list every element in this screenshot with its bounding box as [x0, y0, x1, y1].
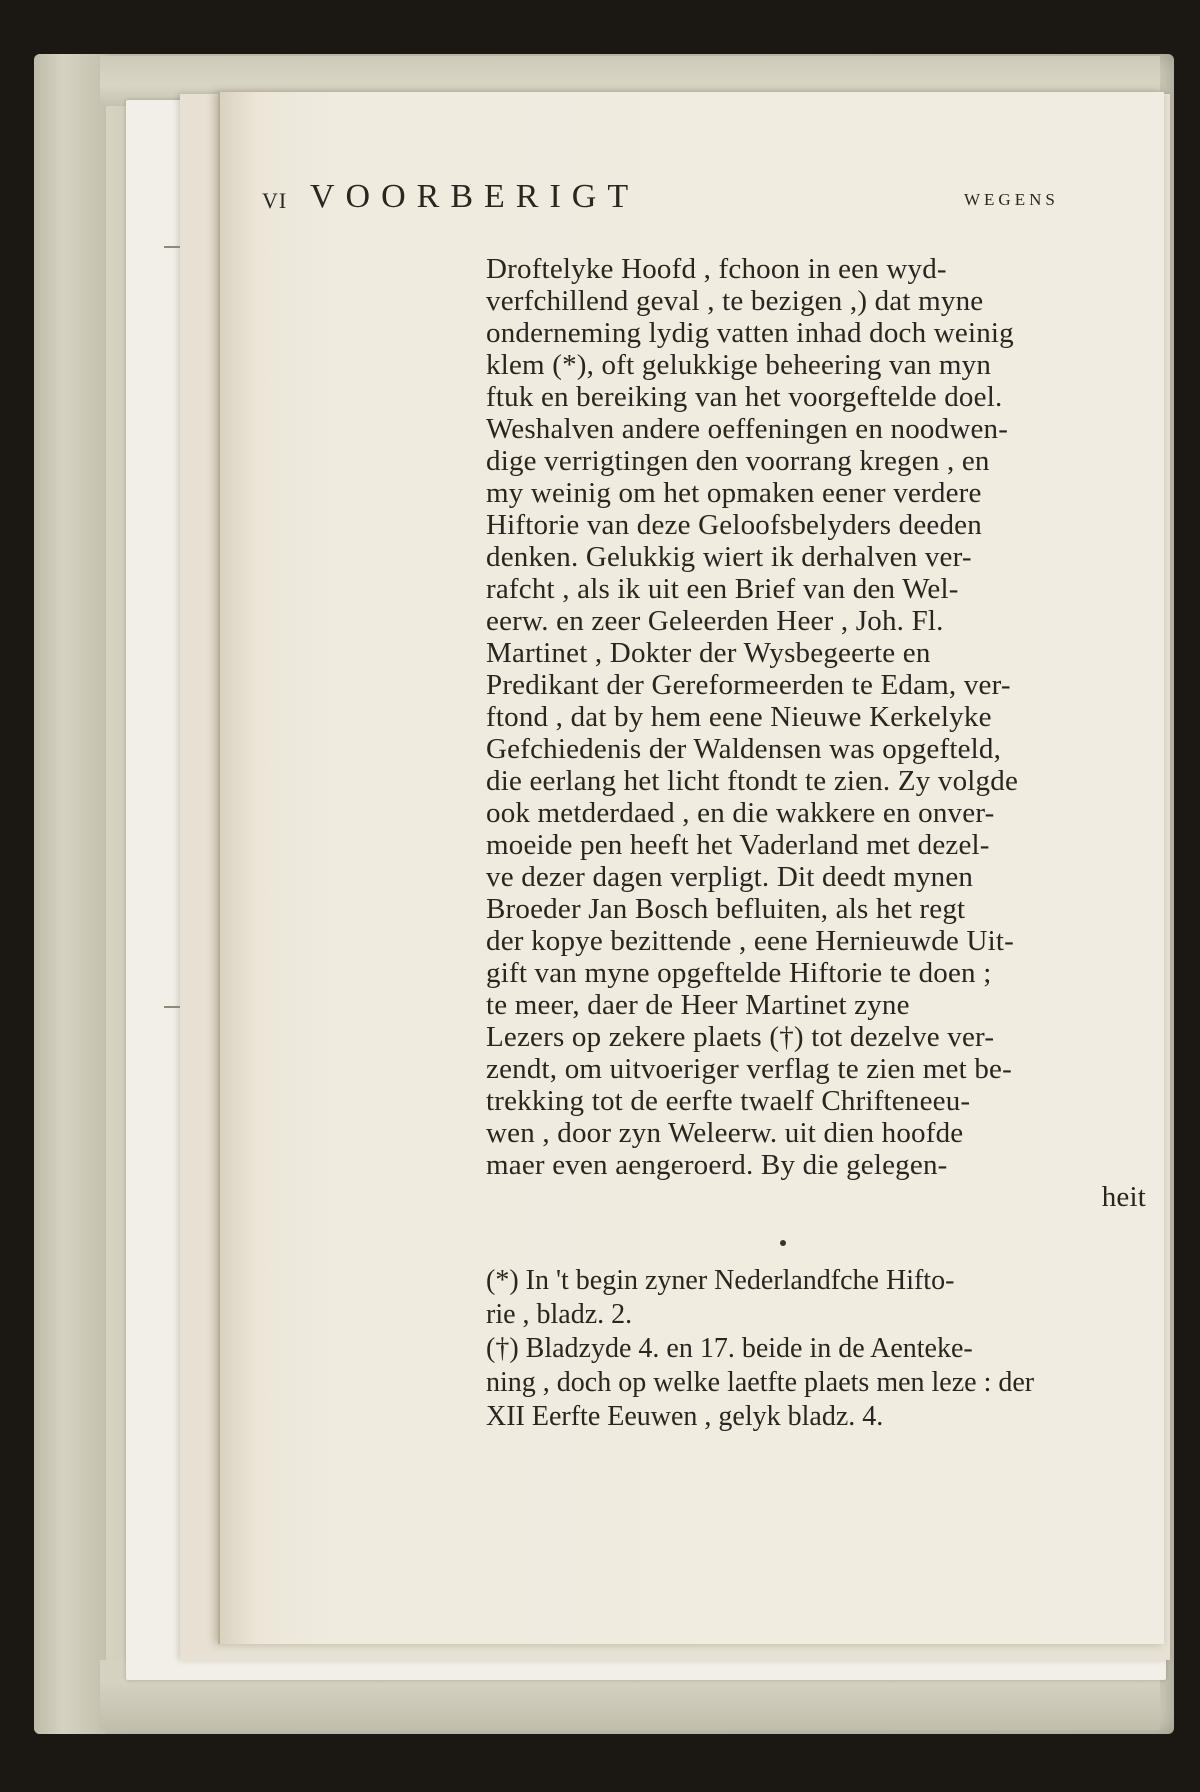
text-line: klem (*), oft gelukkige beheering van myn — [486, 349, 992, 381]
text-line: ook metderdaed , en die wakkere en onver- — [486, 797, 995, 829]
text-line: Broeder Jan Bosch befluiten, als het regt — [486, 893, 966, 925]
footnote-line: rie , bladz. 2. — [486, 1299, 633, 1330]
running-head-continuation: WEGENS — [964, 190, 1059, 209]
footnote-line: (*) In 't begin zyner Nederlandfche Hifto- — [486, 1265, 955, 1296]
footnotes — [486, 1264, 1146, 1434]
text-line: ftuk en bereiking van het voorgeftelde doel. — [486, 381, 1003, 413]
page-number: VI — [262, 188, 288, 213]
text-line: gift van myne opgeftelde Hiftorie te doen ; — [486, 957, 992, 989]
footnote-line: (†) Bladzyde 4. en 17. beide in de Aenteke- — [486, 1333, 973, 1364]
running-head-title: VOORBERIGT — [310, 178, 640, 215]
text-line: Gefchiedenis der Waldensen was opgefteld, — [486, 733, 1002, 765]
text-line: maer even aengeroerd. By die gelegen- — [486, 1149, 948, 1181]
text-line: Martinet , Dokter der Wysbegeerte en — [486, 637, 931, 669]
text-line: Lezers op zekere plaets (†) tot dezelve ver- — [486, 1021, 995, 1053]
margin-mark — [164, 246, 180, 248]
text-line: der kopye bezittende , eene Hernieuwde Uit- — [486, 925, 1014, 957]
text-line: wen , door zyn Weleerw. uit dien hoofde — [486, 1117, 964, 1149]
text-line: denken. Gelukkig wiert ik derhalven ver- — [486, 541, 972, 573]
text-line: moeide pen heeft het Vaderland met dezel- — [486, 829, 990, 861]
footnote-line: XII Eerfte Eeuwen , gelyk bladz. 4. — [486, 1401, 884, 1432]
text-line: Weshalven andere oeffeningen en noodwen- — [486, 413, 1009, 445]
body-text — [486, 252, 1146, 1232]
text-line: onderneming lydig vatten inhad doch weinig — [486, 317, 1014, 349]
text-line: eerw. en zeer Geleerden Heer , Joh. Fl. — [486, 605, 944, 637]
page-header — [262, 178, 1102, 224]
text-line: die eerlang het licht ftondt te zien. Zy volgde — [486, 765, 1019, 797]
text-line: ve dezer dagen verpligt. Dit deedt mynen — [486, 861, 974, 893]
text-line: te meer, daer de Heer Martinet zyne — [486, 989, 910, 1021]
text-line: zendt, om uitvoeriger verflag te zien met be- — [486, 1053, 1012, 1085]
text-line: rafcht , als ik uit een Brief van den Wel- — [486, 573, 959, 605]
footnote-line: ning , doch op welke laetfte plaets men leze : der — [486, 1367, 1035, 1398]
footnote-separator-dot — [780, 1240, 786, 1246]
margin-mark — [164, 1006, 180, 1008]
text-line: Droftelyke Hoofd , fchoon in een wyd- — [486, 253, 947, 285]
text-line: Predikant der Gereformeerden te Edam, ver- — [486, 669, 1011, 701]
text-line: ftond , dat by hem eene Nieuwe Kerkelyke — [486, 701, 992, 733]
text-line: verfchillend geval , te bezigen ,) dat myne — [486, 285, 984, 317]
text-line: trekking tot de eerfte twaelf Chrifteneeu- — [486, 1085, 971, 1117]
book-spine-edge — [34, 54, 106, 1734]
text-line: Hiftorie van deze Geloofsbelyders deeden — [486, 509, 982, 541]
text-line: my weinig om het opmaken eener verdere — [486, 477, 982, 509]
text-line: dige verrigtingen den voorrang kregen , en — [486, 445, 990, 477]
catchword: heit — [1101, 1181, 1146, 1213]
